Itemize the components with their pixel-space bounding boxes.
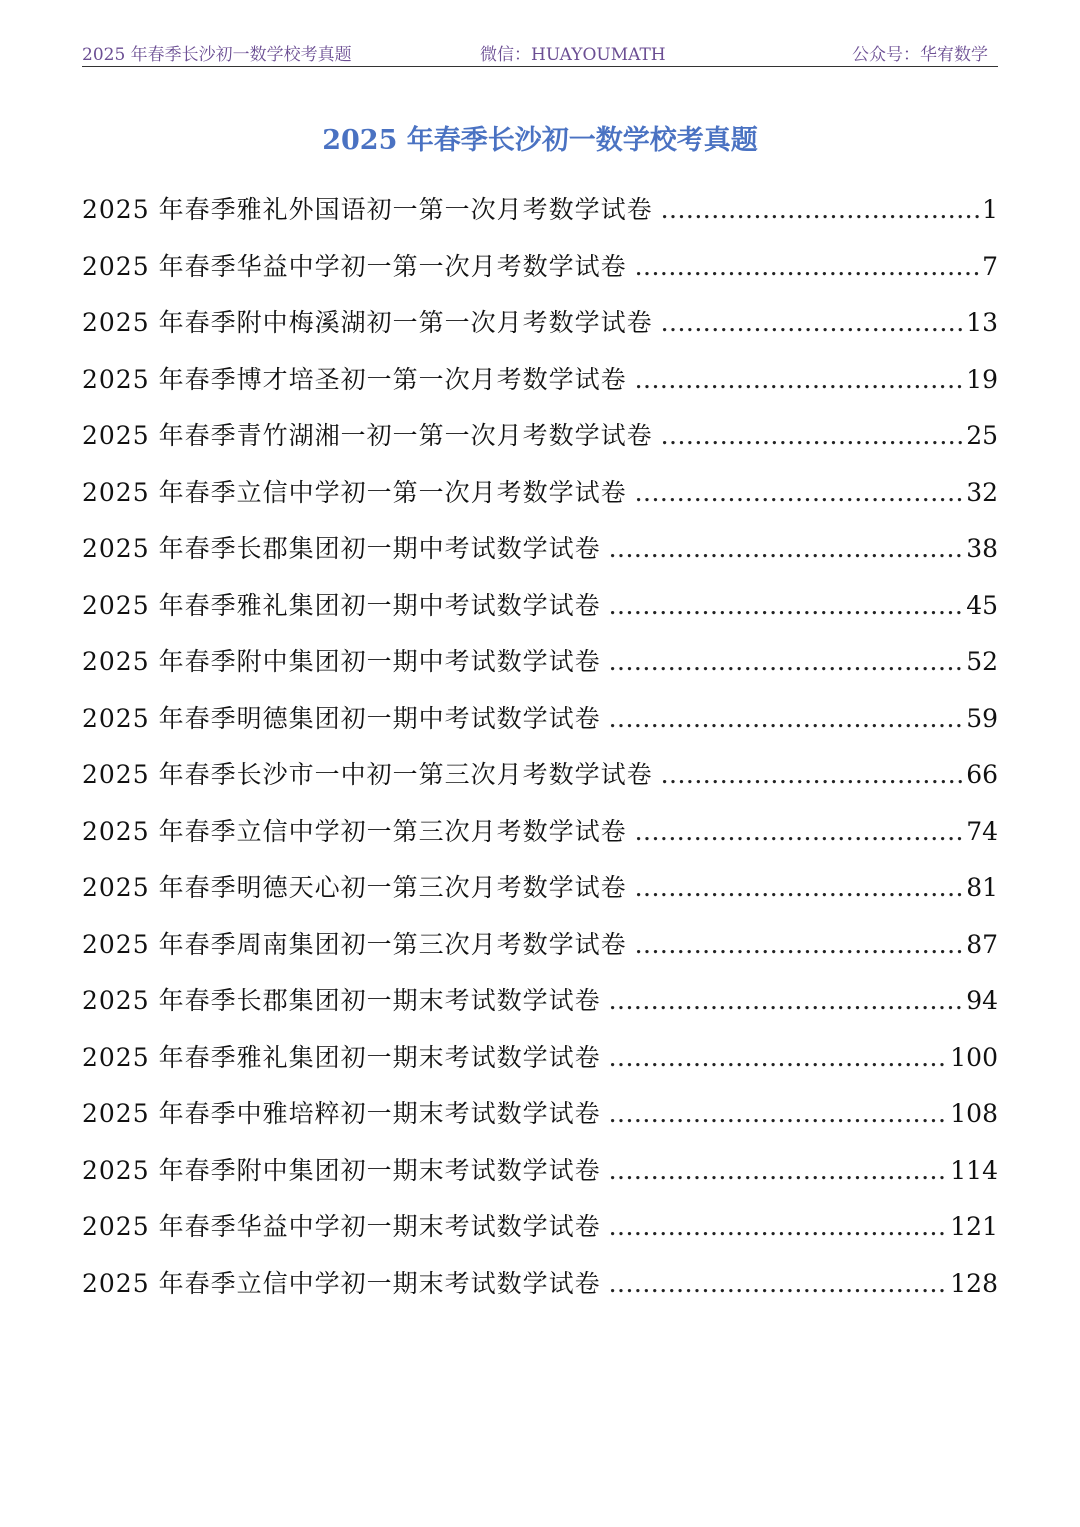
- toc-entry-title: 2025 年春季华益中学初一第一次月考数学试卷: [82, 251, 627, 281]
- toc-entry-title: 2025 年春季附中集团初一期末考试数学试卷: [82, 1155, 601, 1185]
- toc-leader-dots: [661, 186, 981, 234]
- toc-entry-page: 121: [950, 1212, 998, 1241]
- toc-entry[interactable]: [82, 977, 998, 1034]
- toc-entry-page: 108: [950, 1099, 998, 1128]
- toc-entry[interactable]: [82, 1090, 998, 1147]
- toc-leader-dots: [661, 299, 965, 347]
- toc-entry-title: 2025 年春季雅礼外国语初一第一次月考数学试卷: [82, 195, 653, 224]
- toc-entry-page: 32: [966, 477, 998, 507]
- toc-entry-title: 2025 年春季附中梅溪湖初一第一次月考数学试卷: [82, 308, 653, 337]
- toc-entry[interactable]: [82, 356, 998, 413]
- toc-entry-title: 2025 年春季明德集团初一期中考试数学试卷: [82, 703, 601, 733]
- toc-leader-dots: [609, 1090, 949, 1138]
- toc-entry-page: 19: [966, 364, 998, 394]
- header-wechat: 微信：HUAYOUMATH: [480, 45, 666, 65]
- toc-entry-page: 7: [982, 251, 998, 281]
- header-official-account: 公众号：华宥数学: [852, 45, 988, 65]
- toc-leader-dots: [609, 977, 965, 1025]
- toc-entry[interactable]: [82, 808, 998, 865]
- toc-entry-page: 59: [966, 703, 998, 733]
- toc-entry[interactable]: [82, 243, 998, 300]
- toc-entry[interactable]: [82, 525, 998, 582]
- toc-entry-title: 2025 年春季中雅培粹初一期末考试数学试卷: [82, 1099, 601, 1128]
- toc-entry-page: 74: [966, 816, 998, 846]
- toc-entry-page: 87: [966, 929, 998, 959]
- toc-leader-dots: [635, 356, 965, 404]
- toc-entry[interactable]: [82, 751, 998, 808]
- toc-entry[interactable]: [82, 299, 998, 356]
- toc-entry-title: 2025 年春季雅礼集团初一期末考试数学试卷: [82, 1042, 601, 1072]
- toc-entry-title: 2025 年春季附中集团初一期中考试数学试卷: [82, 647, 601, 676]
- toc-leader-dots: [609, 695, 965, 743]
- toc-entry[interactable]: [82, 186, 998, 243]
- toc-entry[interactable]: [82, 582, 998, 639]
- toc-entry-title: 2025 年春季立信中学初一期末考试数学试卷: [82, 1268, 601, 1298]
- toc-entry-page: 38: [966, 534, 998, 563]
- toc-leader-dots: [609, 1034, 949, 1082]
- toc-leader-dots: [661, 412, 965, 460]
- toc-entry-page: 13: [966, 308, 998, 337]
- toc-entry-page: 1: [982, 195, 998, 224]
- toc-leader-dots: [609, 1147, 949, 1195]
- toc-entry-page: 52: [966, 647, 998, 676]
- toc-entry-title: 2025 年春季立信中学初一第三次月考数学试卷: [82, 816, 627, 846]
- toc-leader-dots: [635, 243, 981, 291]
- toc-entry[interactable]: [82, 638, 998, 695]
- toc-entry-page: 128: [950, 1268, 998, 1298]
- header-document-title: 2025 年春季长沙初一数学校考真题: [82, 45, 352, 65]
- toc-leader-dots: [609, 1260, 949, 1308]
- toc-entry-page: 94: [966, 986, 998, 1015]
- toc-entry[interactable]: [82, 469, 998, 526]
- toc-entry[interactable]: [82, 1147, 998, 1204]
- toc-entry-page: 45: [966, 590, 998, 620]
- toc-entry[interactable]: [82, 1203, 998, 1260]
- toc-entry-page: 66: [966, 760, 998, 789]
- toc-entry-title: 2025 年春季雅礼集团初一期中考试数学试卷: [82, 590, 601, 620]
- page-header: [82, 36, 998, 67]
- toc-entry[interactable]: [82, 412, 998, 469]
- toc-leader-dots: [635, 469, 965, 517]
- toc-entry-title: 2025 年春季长郡集团初一期中考试数学试卷: [82, 534, 601, 563]
- toc-leader-dots: [635, 921, 965, 969]
- toc-entry-page: 25: [966, 421, 998, 450]
- toc-entry-title: 2025 年春季青竹湖湘一初一第一次月考数学试卷: [82, 421, 653, 450]
- toc-leader-dots: [635, 864, 965, 912]
- toc-leader-dots: [635, 808, 965, 856]
- toc-leader-dots: [661, 751, 965, 799]
- toc-entry-title: 2025 年春季周南集团初一第三次月考数学试卷: [82, 929, 627, 959]
- toc-entry-title: 2025 年春季华益中学初一期末考试数学试卷: [82, 1212, 601, 1241]
- toc-entry-page: 81: [966, 873, 998, 902]
- toc-entry[interactable]: [82, 864, 998, 921]
- toc-leader-dots: [609, 1203, 949, 1251]
- document-title: 2025 年春季长沙初一数学校考真题: [322, 125, 758, 156]
- toc-leader-dots: [609, 525, 965, 573]
- toc-leader-dots: [609, 582, 965, 630]
- toc-entry[interactable]: [82, 695, 998, 752]
- toc-entry-page: 114: [950, 1155, 998, 1185]
- toc-entry[interactable]: [82, 921, 998, 978]
- toc-entry-title: 2025 年春季长沙市一中初一第三次月考数学试卷: [82, 760, 653, 789]
- toc-entry-title: 2025 年春季明德天心初一第三次月考数学试卷: [82, 873, 627, 902]
- toc-entry[interactable]: [82, 1260, 998, 1317]
- toc-entry[interactable]: [82, 1034, 998, 1091]
- toc-entry-title: 2025 年春季博才培圣初一第一次月考数学试卷: [82, 364, 627, 394]
- toc-entry-title: 2025 年春季长郡集团初一期末考试数学试卷: [82, 986, 601, 1015]
- toc-leader-dots: [609, 638, 965, 686]
- table-of-contents: [82, 186, 998, 1316]
- toc-entry-title: 2025 年春季立信中学初一第一次月考数学试卷: [82, 477, 627, 507]
- toc-entry-page: 100: [950, 1042, 998, 1072]
